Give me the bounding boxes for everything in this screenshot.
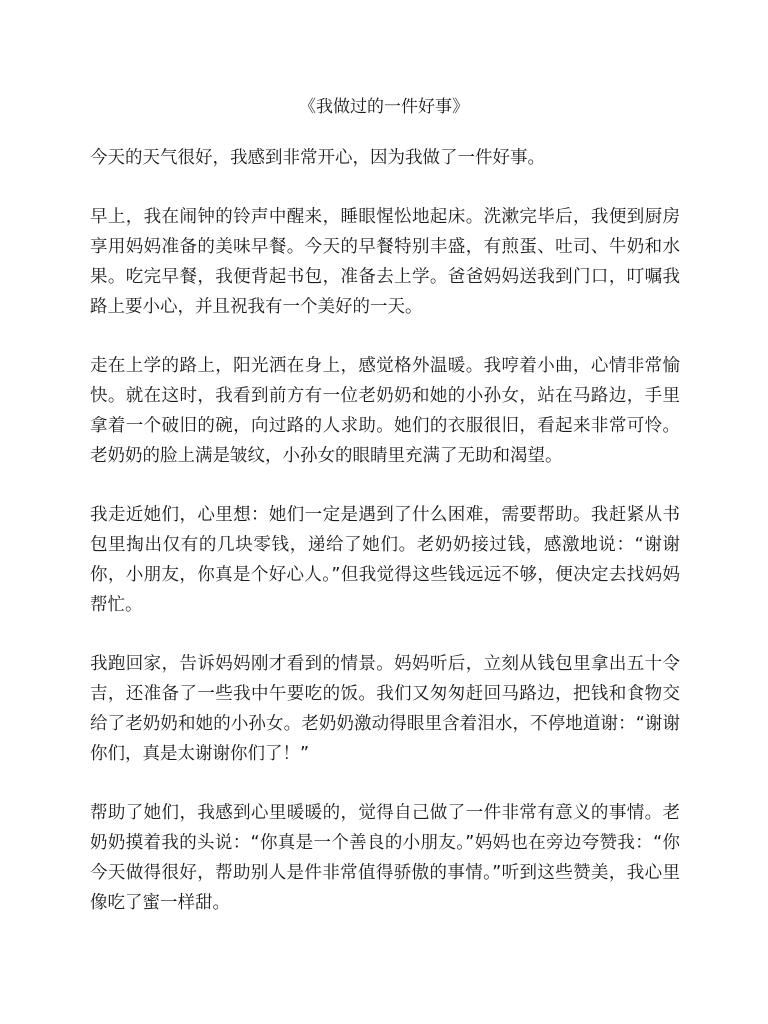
document-body: [90, 143, 680, 947]
paragraph-6: 帮助了她们，我感到心里暖暖的，觉得自己做了一件非常有意义的事情。老奶奶摸着我的头说：“你真是一个善良的小朋友。”妈妈也在旁边夸赞我：“你今天做得很好，帮助别人是件非常值得骄傲的事情。”听到这些赞美，我心里像吃了蜜一样甜。: [90, 803, 680, 913]
paragraph-1: 今天的天气很好，我感到非常开心，因为我做了一件好事。: [90, 148, 545, 168]
paragraph-2: 早上，我在闹钟的铃声中醒来，睡眼惺忪地起床。洗漱完毕后，我便到厨房享用妈妈准备的美味早餐。今天的早餐特别丰盛，有煎蛋、吐司、牛奶和水果。吃完早餐，我便背起书包，准备去上学。爸爸妈妈送我到门口，叮嘱我路上要小心，并且祝我有一个美好的一天。: [90, 207, 680, 317]
paragraph-5: 我跑回家，告诉妈妈刚才看到的情景。妈妈听后，立刻从钱包里拿出五十令吉，还准备了一些我中午要吃的饭。我们又匆匆赶回马路边，把钱和食物交给了老奶奶和她的小孙女。老奶奶激动得眼里含着泪水，不停地道谢：“谢谢你们，真是太谢谢你们了！”: [90, 654, 680, 764]
paragraph-3: 走在上学的路上，阳光洒在身上，感觉格外温暖。我哼着小曲，心情非常愉快。就在这时，我看到前方有一位老奶奶和她的小孙女，站在马路边，手里拿着一个破旧的碗，向过路的人求助。她们的衣服很旧，看起来非常可怜。老奶奶的脸上满是皱纹，小孙女的眼睛里充满了无助和渴望。: [90, 356, 680, 466]
paragraph-4: 我走近她们，心里想：她们一定是遇到了什么困难，需要帮助。我赶紧从书包里掏出仅有的几块零钱，递给了她们。老奶奶接过钱，感激地说：“谢谢你，小朋友，你真是个好心人。”但我觉得这些钱远远不够，便决定去找妈妈帮忙。: [90, 505, 680, 615]
document-title: 《我做过的一件好事》: [299, 97, 469, 117]
